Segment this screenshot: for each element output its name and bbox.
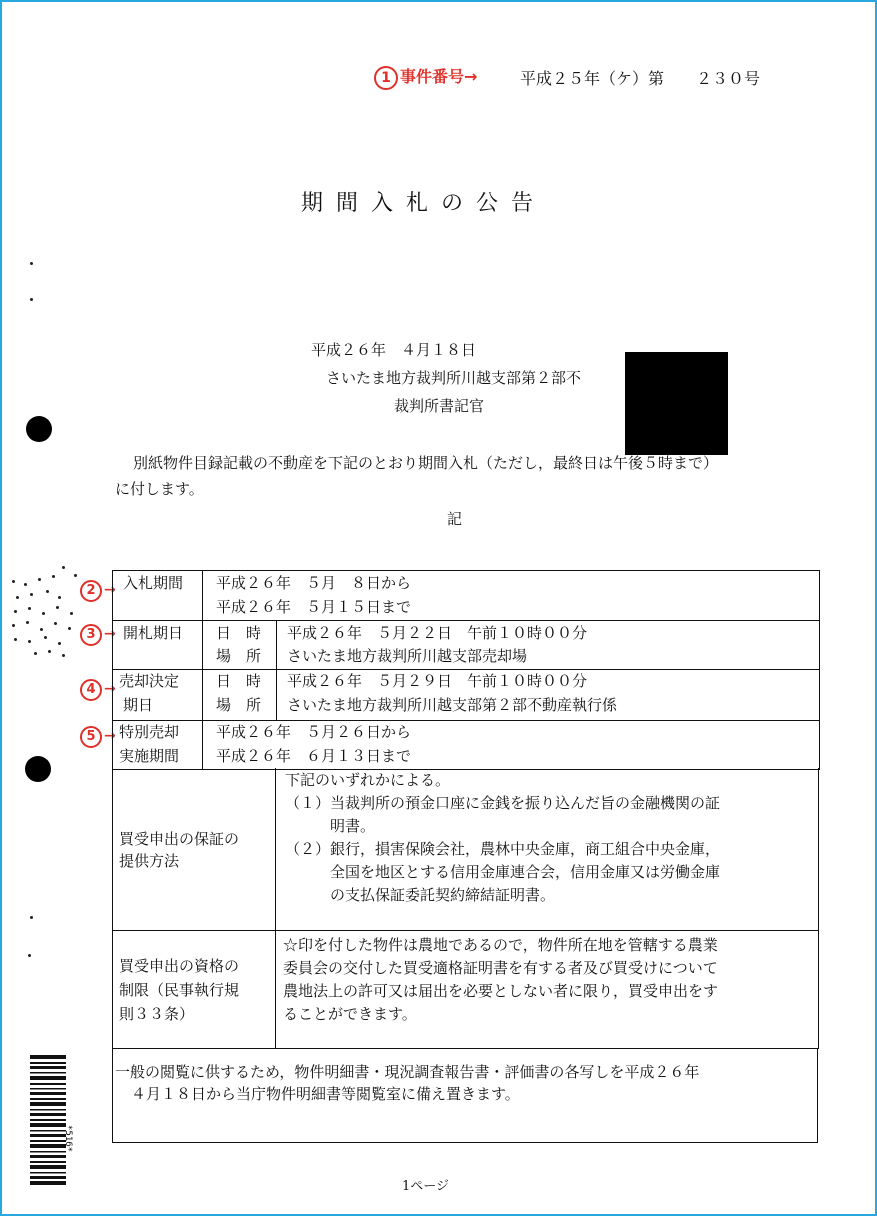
redaction-box [625, 352, 728, 455]
decision-datetime: 平成２６年 ５月２９日 午前１０時００分 [287, 672, 588, 690]
page-number: 1ページ [402, 1179, 450, 1194]
issuer-court: さいたま地方裁判所川越支部第２部不 [326, 369, 582, 387]
qualification-label-2: 制限（民事執行規 [119, 981, 240, 999]
decision-label-2: 期日 [123, 696, 154, 714]
guarantee-line-3: 明書。 [285, 817, 376, 835]
opening-place: さいたま地方裁判所川越支部売却場 [287, 647, 528, 665]
opening-label: 開札期日 [123, 624, 184, 642]
guarantee-line-5: 全国を地区とする信用金庫連合会，信用金庫又は労働金庫 [285, 863, 721, 881]
case-number: 平成２５年（ケ）第 ２３０号 [520, 69, 761, 88]
barcode [30, 1055, 66, 1185]
document-date: 平成２６年 ４月１８日 [311, 341, 477, 359]
notice-line-2: ４月１８日から当庁物件明細書等閲覧室に備え置きます。 [131, 1085, 520, 1103]
bid-period-end: 平成２６年 ５月１５日まで [216, 598, 412, 616]
qualification-line-2: 委員会の交付した買受適格証明書を有する者及び買受けについて [283, 959, 718, 977]
ki-heading: 記 [447, 510, 463, 528]
case-number-marker [374, 64, 477, 90]
opening-datetime-sub: 日 時 [216, 624, 262, 642]
decision-place: さいたま地方裁判所川越支部第２部不動産執行係 [287, 696, 618, 714]
opening-place-sub: 場 所 [216, 647, 262, 665]
qualification-label-1: 買受申出の資格の [119, 957, 240, 975]
punch-hole [26, 416, 52, 442]
marker-3: 3 → [80, 624, 116, 646]
case-number-marker-label: 事件番号→ [400, 67, 478, 86]
qualification-line-1: ☆印を付した物件は農地であるので，物件所在地を管轄する農業 [283, 936, 718, 954]
barcode-label: *516* [63, 1125, 73, 1153]
decision-label-1: 売却決定 [119, 672, 180, 690]
notice-box [112, 1049, 818, 1143]
qualification-line-4: ることができます。 [283, 1005, 417, 1023]
guarantee-line-6: の支払保証委託契約締結証明書。 [285, 886, 556, 904]
guarantee-line-2: （１）当裁判所の預金口座に金銭を振り込んだ旨の金融機関の証 [285, 794, 721, 812]
conditions-table [112, 768, 819, 1049]
special-label-1: 特別売却 [119, 723, 180, 741]
opening-datetime: 平成２６年 ５月２２日 午前１０時００分 [287, 624, 588, 642]
document-title: 期間入札の公告 [301, 191, 547, 216]
guarantee-label-2: 提供方法 [119, 852, 180, 870]
intro-line-2: に付します。 [115, 480, 204, 498]
marker-5: 5 → [80, 726, 116, 748]
intro-line-1: 別紙物件目録記載の不動産を下記のとおり期間入札（ただし，最終日は午後５時まで） [133, 454, 719, 472]
issuer-clerk: 裁判所書記官 [394, 397, 485, 415]
special-start: 平成２６年 ５月２６日から [216, 723, 412, 741]
marker-2: 2 → [80, 580, 116, 602]
guarantee-label-1: 買受申出の保証の [119, 830, 240, 848]
bid-period-start: 平成２６年 ５月 ８日から [216, 574, 412, 592]
guarantee-line-4: （２）銀行，損害保険会社，農林中央金庫，商工組合中央金庫， [285, 840, 721, 858]
bid-period-label: 入札期間 [123, 574, 184, 592]
qualification-line-3: 農地法上の許可又は届出を必要としない者に限り，買受申出をす [283, 982, 719, 1000]
marker-4: 4 → [80, 679, 116, 701]
notice-line-1: 一般の閲覧に供するため，物件明細書・現況調査報告書・評価書の各写しを平成２６年 [115, 1063, 700, 1081]
qualification-label-3: 則３３条） [119, 1005, 195, 1023]
special-end: 平成２６年 ６月１３日まで [216, 747, 412, 765]
special-label-2: 実施期間 [119, 747, 180, 765]
guarantee-line-1: 下記のいずれかによる。 [285, 771, 451, 789]
decision-place-sub: 場 所 [216, 696, 262, 714]
decision-datetime-sub: 日 時 [216, 672, 262, 690]
marker-number: 1 [374, 66, 398, 90]
schedule-table [112, 570, 820, 770]
punch-hole [25, 756, 51, 782]
